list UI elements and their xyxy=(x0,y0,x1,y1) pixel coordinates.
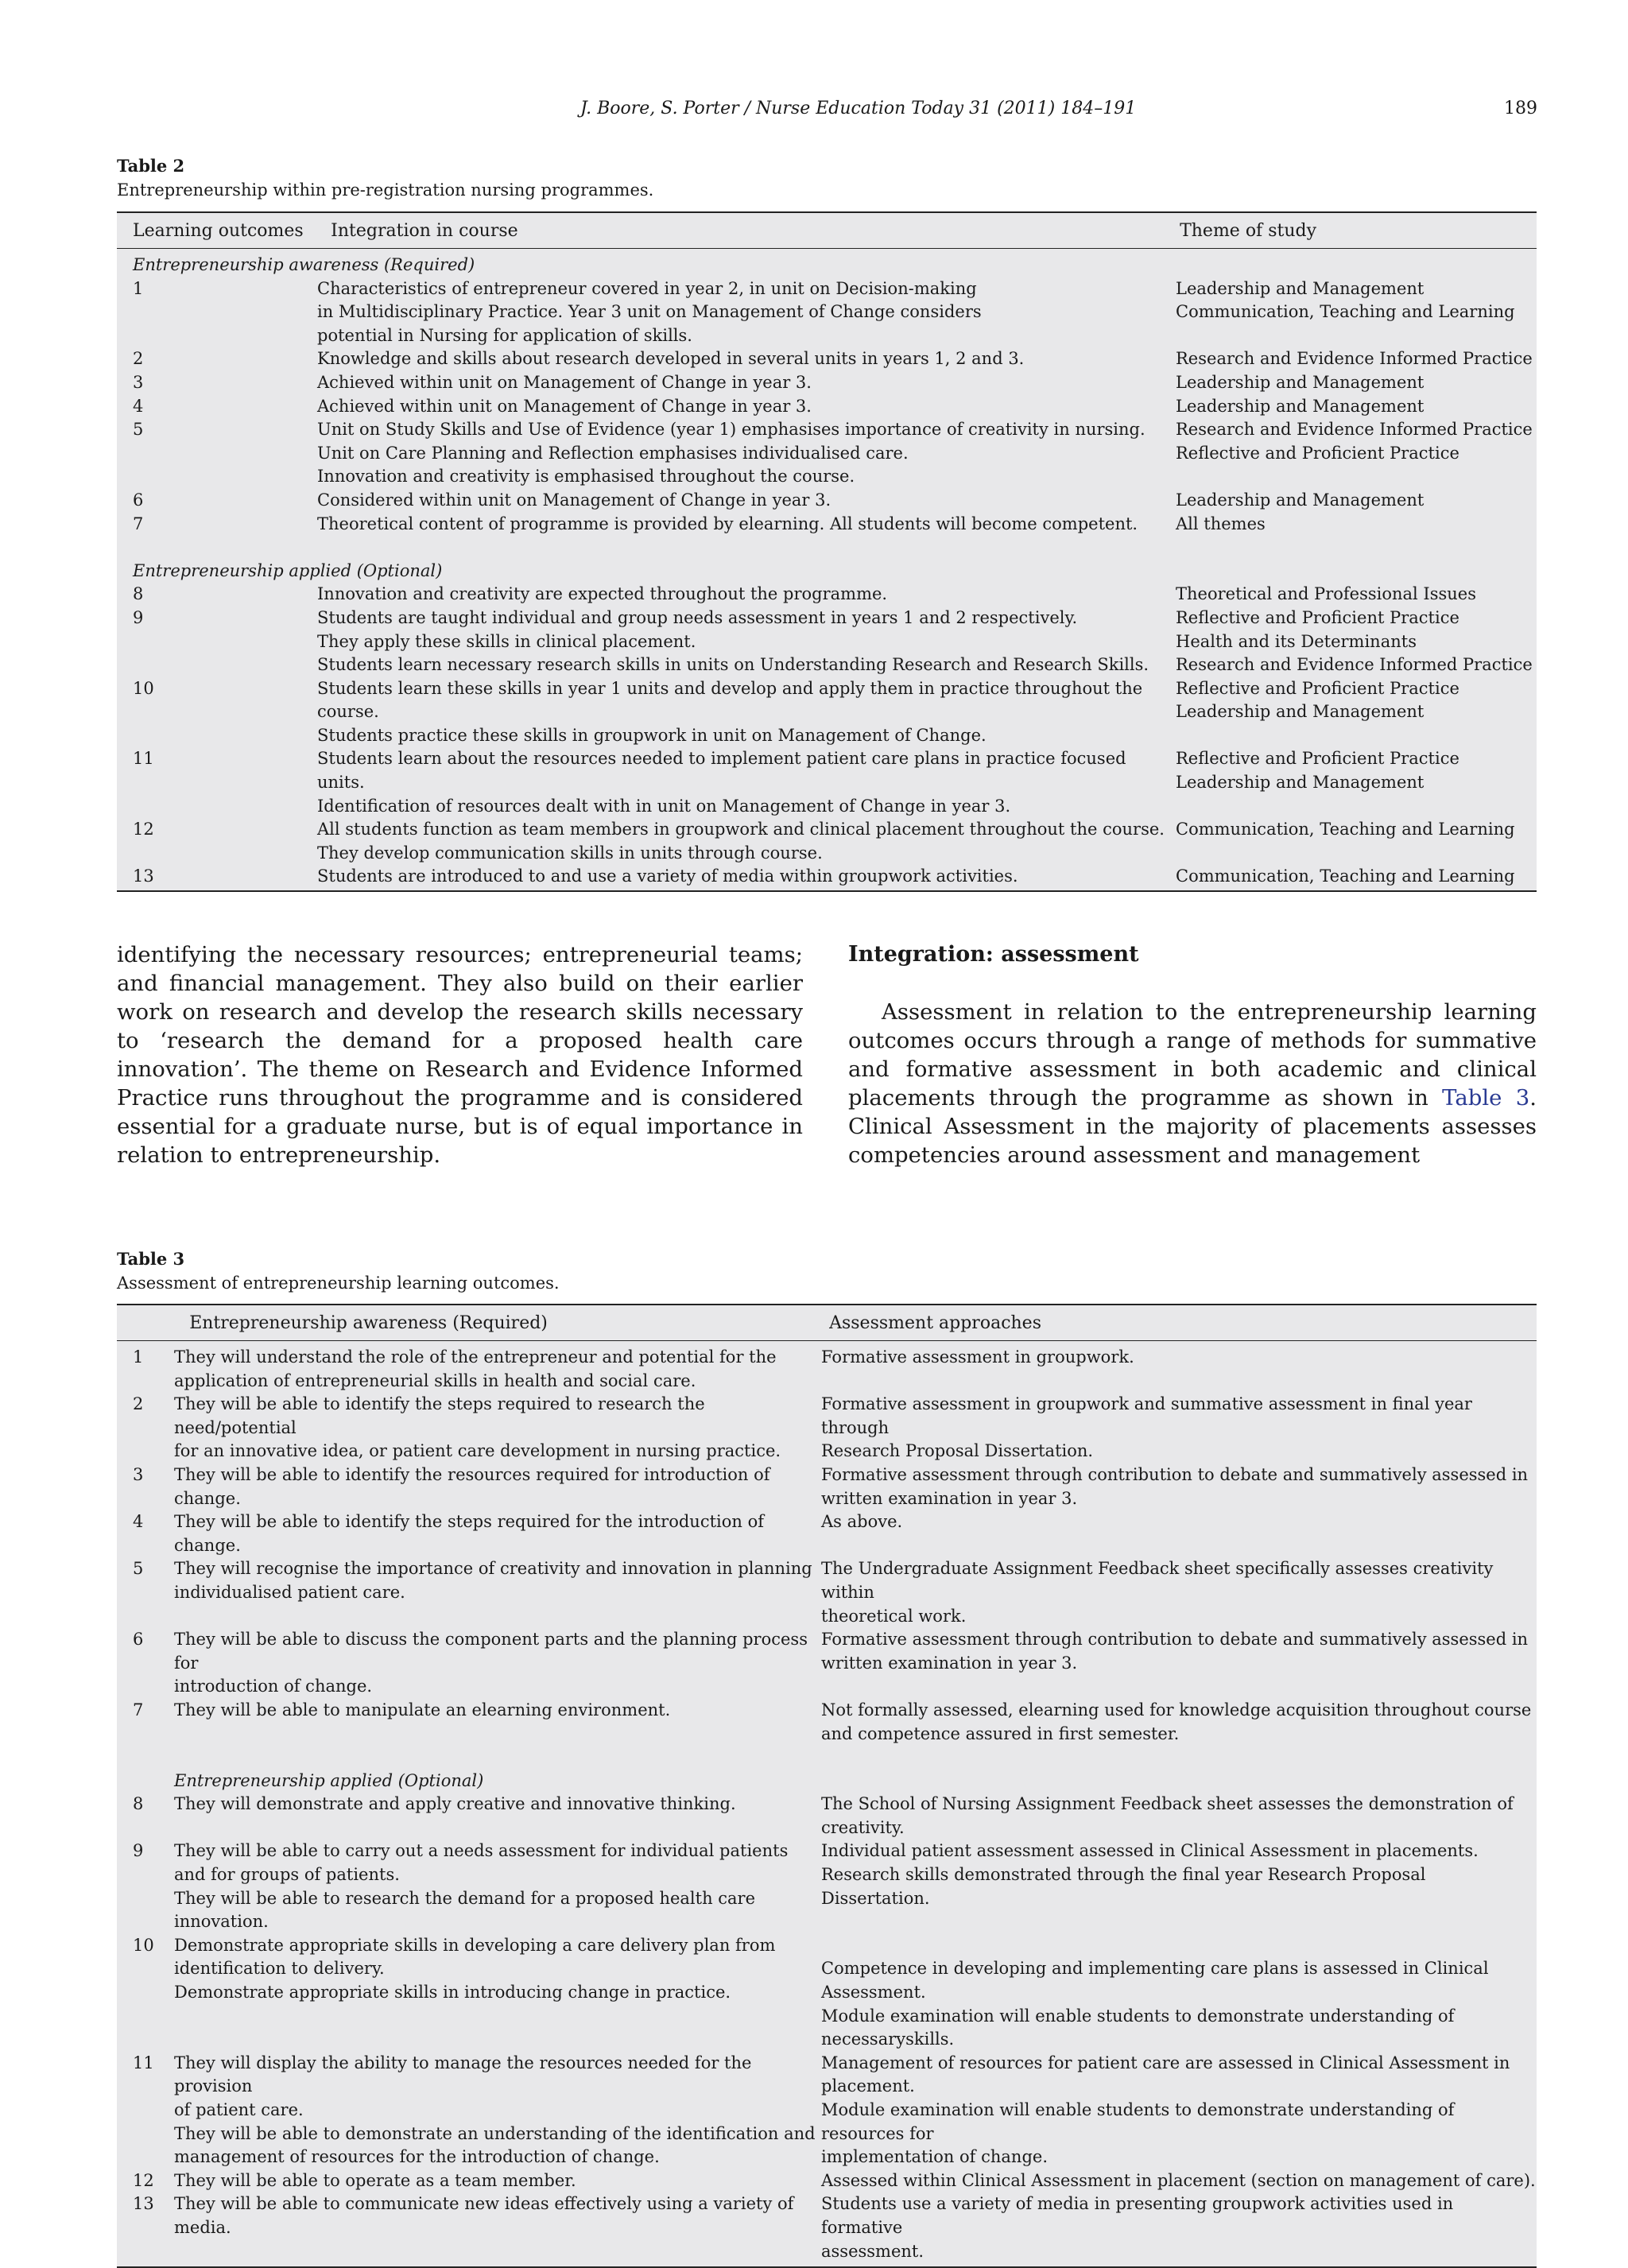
table2-row-number: 1 xyxy=(133,278,144,298)
table3-row xyxy=(117,1699,1537,1746)
cell-line: of patient care. xyxy=(174,2100,304,2119)
table3-header-row xyxy=(117,1305,1537,1341)
cell-line: Theoretical and Professional Issues xyxy=(1176,584,1476,604)
table3-cell xyxy=(821,1510,1537,1557)
table3-row xyxy=(117,1346,1537,1393)
cell-line: Competence in developing and implementing care plans is assessed in Clinical Assessment. xyxy=(821,1959,1489,2002)
table2-cell xyxy=(317,583,1176,607)
cell-line: assessment. xyxy=(821,2241,924,2261)
table2-cell xyxy=(317,513,1176,537)
table3-cell xyxy=(174,1934,821,2052)
table2-section-heading: Entrepreneurship awareness (Required) xyxy=(133,255,475,274)
cell-line: Research skills demonstrated through the final year Research Proposal Dissertation. xyxy=(821,1865,1426,1908)
cell-line: Innovation and creativity are expected throughout the programme. xyxy=(317,584,888,604)
table3-rows-optional xyxy=(117,1793,1537,2263)
page-number: 189 xyxy=(1504,99,1537,118)
cell-line: Research and Evidence Informed Practice xyxy=(1176,655,1533,675)
table3-cell xyxy=(174,1346,821,1393)
cell-line: Identification of resources dealt with in unit on Management of Change in year 3. xyxy=(317,796,1011,816)
cell-line: Reflective and Proficient Practice xyxy=(1176,443,1459,463)
cell-line: Achieved within unit on Management of Change in year 3. xyxy=(317,372,812,392)
table3-cell xyxy=(174,1557,821,1628)
table2-row-number: 8 xyxy=(133,584,144,604)
cell-line: Students learn about the resources needed to implement patient care plans in practice focused units. xyxy=(317,749,1126,793)
table3-cell xyxy=(821,2169,1537,2193)
table2-cell xyxy=(317,607,1176,677)
cell-line: Communication, Teaching and Learning xyxy=(1176,820,1515,839)
journal-citation: J. Boore, S. Porter / Nurse Education Today 31 (2011) 184–191 xyxy=(580,99,1137,118)
table2-cell xyxy=(1176,818,1537,865)
table3-row xyxy=(117,1628,1537,1699)
table3-cell xyxy=(821,1793,1537,1840)
table3-row xyxy=(117,2169,1537,2193)
table3-header-cell xyxy=(117,1313,189,1333)
table2-section-heading: Entrepreneurship applied (Optional) xyxy=(133,560,443,580)
table2-cell xyxy=(317,489,1176,513)
table3-row-number: 13 xyxy=(133,2194,154,2214)
table3-cell xyxy=(821,1840,1537,1933)
cell-line: They will be able to manipulate an elearning environment. xyxy=(174,1700,671,1719)
table2-cell xyxy=(317,395,1176,419)
table3-row-number: 2 xyxy=(133,1394,144,1414)
cell-line: As above. xyxy=(821,1512,903,1532)
cell-line: Formative assessment through contribution to debate and summatively assessed in xyxy=(821,1464,1529,1484)
table3-cell xyxy=(174,1464,821,1510)
table3-section-heading: Entrepreneurship applied (Optional) xyxy=(174,1770,484,1790)
body-text: Assessment in relation to the entrepreneurship learning outcomes occurs through a range of methods for summative and formative assessment in both academic and clinical placements through the programme as shown in xyxy=(848,999,1537,1111)
table3-cell xyxy=(174,2169,821,2193)
cell-line: Research and Evidence Informed Practice xyxy=(1176,349,1533,369)
table2-header-row xyxy=(117,213,1537,249)
cell-line: written examination in year 3. xyxy=(821,1653,1078,1673)
cell-line: individualised patient care. xyxy=(174,1582,405,1602)
cell-line: Leadership and Management xyxy=(1176,278,1424,298)
table2-row-number: 7 xyxy=(133,514,144,533)
cell-line: Communication, Teaching and Learning xyxy=(1176,302,1515,322)
cell-line: Reflective and Proficient Practice xyxy=(1176,749,1459,769)
table3-header-cell: Assessment approaches xyxy=(829,1312,1041,1333)
table2-cell xyxy=(1176,677,1537,748)
cell-line: Demonstrate appropriate skills in developing a care delivery plan from xyxy=(174,1935,776,1955)
table2-cell xyxy=(317,371,1176,395)
cell-line: Formative assessment in groupwork. xyxy=(821,1347,1134,1367)
table3-row xyxy=(117,1510,1537,1557)
cell-line: Students practice these skills in groupwork in unit on Management of Change. xyxy=(317,725,986,745)
table2-cell xyxy=(1176,865,1537,889)
table2-row xyxy=(117,818,1537,865)
cell-line: They will display the ability to manage the resources needed for the provision xyxy=(174,2053,752,2096)
table2-cell xyxy=(1176,607,1537,677)
cell-line: Health and its Determinants xyxy=(1176,631,1417,651)
table2-header-cell: Learning outcomes xyxy=(133,220,304,241)
table3-row-number: 12 xyxy=(133,2170,154,2190)
cell-line: introduction of change. xyxy=(174,1677,373,1696)
table2-row xyxy=(117,677,1537,748)
body-text: . Clinical Assessment in the majority of placements assesses competencies around assessment and management xyxy=(848,1085,1537,1168)
cell-line: in Multidisciplinary Practice. Year 3 unit on Management of Change considers xyxy=(317,302,982,322)
cell-line: Knowledge and skills about research developed in several units in years 1, 2 and 3. xyxy=(317,349,1025,369)
table2-row-number: 12 xyxy=(133,820,154,839)
table3-cell xyxy=(174,1393,821,1464)
cell-line: Characteristics of entrepreneur covered in year 2, in unit on Decision-making xyxy=(317,278,977,298)
cell-line: Achieved within unit on Management of Change in year 3. xyxy=(317,396,812,416)
table3-row-number: 1 xyxy=(133,1347,144,1367)
cell-line: application of entrepreneurial skills in health and social care. xyxy=(174,1370,696,1390)
table3-row-number: 7 xyxy=(133,1700,144,1719)
cell-line: Students learn necessary research skills in units on Understanding Research and Research Skills. xyxy=(317,655,1149,675)
table2-row xyxy=(117,513,1537,537)
cell-line: They will be able to identify the steps required to research the need/potential xyxy=(174,1394,705,1437)
table2-row-number: 13 xyxy=(133,866,154,886)
table3-section-row xyxy=(117,1770,1537,1793)
cell-line: They will recognise the importance of creativity and innovation in planning xyxy=(174,1559,812,1579)
table3 xyxy=(117,1304,1537,2268)
table3-row xyxy=(117,1840,1537,1933)
cell-line: All themes xyxy=(1176,514,1266,533)
table3-row xyxy=(117,1464,1537,1510)
table2-row xyxy=(117,371,1537,395)
table3-row xyxy=(117,1557,1537,1628)
table2-cell xyxy=(1176,583,1537,607)
cell-line: identification to delivery. xyxy=(174,1959,385,1979)
table3-cell xyxy=(821,1557,1537,1628)
table2-cell xyxy=(1176,371,1537,395)
cell-line: Module examination will enable students to demonstrate understanding of resources for xyxy=(821,2100,1455,2143)
table2-cell xyxy=(1176,489,1537,513)
table3-row-number: 5 xyxy=(133,1559,144,1579)
cell-line: Unit on Study Skills and Use of Evidence (year 1) emphasises importance of creativity in nursing. xyxy=(317,420,1145,440)
body-column-left xyxy=(117,940,803,1169)
table3-rows-required xyxy=(117,1346,1537,1746)
table3-row xyxy=(117,2192,1537,2263)
table3-cell xyxy=(821,2192,1537,2263)
body-column-right xyxy=(848,940,1537,1169)
table3-row-number: 3 xyxy=(133,1464,144,1484)
cell-line: Management of resources for patient care are assessed in Clinical Assessment in placement. xyxy=(821,2053,1510,2096)
table3-row-number: 4 xyxy=(133,1512,144,1532)
cell-line: implementation of change. xyxy=(821,2147,1049,2167)
section-heading: Integration: assessment xyxy=(848,942,1139,967)
table2-cell xyxy=(317,418,1176,489)
table2-cell xyxy=(1176,347,1537,371)
cell-line: written examination in year 3. xyxy=(821,1488,1078,1508)
cell-line: Leadership and Management xyxy=(1176,773,1424,793)
table3-row xyxy=(117,2052,1537,2169)
table3-cell xyxy=(174,1628,821,1699)
cell-line: Not formally assessed, elearning used for knowledge acquisition throughout course xyxy=(821,1700,1532,1719)
table3-cell xyxy=(174,1793,821,1840)
table3-caption-block xyxy=(117,1247,560,1295)
cell-line: and competence assured in first semester. xyxy=(821,1723,1180,1743)
table3-cell xyxy=(174,1840,821,1933)
cell-line: Leadership and Management xyxy=(1176,396,1424,416)
body-paragraph xyxy=(848,998,1537,1169)
cell-line: for an innovative idea, or patient care development in nursing practice. xyxy=(174,1441,781,1461)
cell-line: The School of Nursing Assignment Feedback sheet assesses the demonstration of creativity. xyxy=(821,1794,1514,1837)
table3-cell xyxy=(174,2192,821,2263)
cell-line: Formative assessment through contribution to debate and summatively assessed in xyxy=(821,1630,1529,1650)
cell-line: They will understand the role of the entrepreneur and potential for the xyxy=(174,1347,777,1367)
table2-rows-optional xyxy=(117,583,1537,889)
cell-line: All students function as team members in groupwork and clinical placement throughout the course. xyxy=(317,820,1165,839)
table2-cell xyxy=(1176,395,1537,419)
table3-reference-link[interactable]: Table 3 xyxy=(1442,1085,1530,1111)
table3-cell xyxy=(821,1934,1537,2052)
cell-line: Reflective and Proficient Practice xyxy=(1176,607,1459,627)
table2-row-number: 5 xyxy=(133,420,144,440)
cell-line: Students are taught individual and group needs assessment in years 1 and 2 respectively. xyxy=(317,607,1078,627)
table2-cell xyxy=(1176,747,1537,818)
cell-line: Individual patient assessment assessed in Clinical Assessment in placements. xyxy=(821,1841,1479,1861)
cell-line: theoretical work. xyxy=(821,1606,967,1626)
table3-cell xyxy=(821,1464,1537,1510)
table2-row xyxy=(117,489,1537,513)
table2-row xyxy=(117,607,1537,677)
table2-cell xyxy=(317,277,1176,348)
table2-cell xyxy=(317,677,1176,748)
table2-row-number: 2 xyxy=(133,349,144,369)
table2-row-number: 10 xyxy=(133,678,154,698)
table3-cell xyxy=(821,2052,1537,2169)
table2-header-cell: Integration in course xyxy=(331,220,518,241)
cell-line: They will be able to carry out a needs assessment for individual patients xyxy=(174,1841,789,1861)
table3-cell xyxy=(821,1346,1537,1393)
table3-label: Table 3 xyxy=(117,1249,185,1269)
table2-cell xyxy=(1176,277,1537,348)
table2 xyxy=(117,211,1537,892)
table2-row xyxy=(117,395,1537,419)
cell-line: Innovation and creativity is emphasised throughout the course. xyxy=(317,467,855,487)
table2-row-number: 3 xyxy=(133,372,144,392)
cell-line: Assessed within Clinical Assessment in placement (section on management of care). xyxy=(821,2170,1536,2190)
table3-row xyxy=(117,1393,1537,1464)
cell-line: potential in Nursing for application of skills. xyxy=(317,325,692,345)
table3-body xyxy=(117,1341,1537,2266)
cell-line: and for groups of patients. xyxy=(174,1865,400,1885)
cell-line: They will demonstrate and apply creative and innovative thinking. xyxy=(174,1794,736,1814)
cell-line: Reflective and Proficient Practice xyxy=(1176,678,1459,698)
cell-line: They will be able to communicate new ideas effectively using a variety of media. xyxy=(174,2194,794,2237)
table2-caption-block xyxy=(117,154,653,202)
table2-row xyxy=(117,583,1537,607)
cell-line: They will be able to identify the steps required for the introduction of change. xyxy=(174,1512,765,1555)
table2-header-cell: Theme of study xyxy=(1180,220,1317,241)
cell-line: Unit on Care Planning and Reflection emphasises individualised care. xyxy=(317,443,909,463)
cell-line: Research Proposal Dissertation. xyxy=(821,1441,1094,1461)
table2-row-number: 9 xyxy=(133,607,144,627)
cell-line: Demonstrate appropriate skills in introducing change in practice. xyxy=(174,1983,731,2002)
table3-row xyxy=(117,1934,1537,2052)
table3-cell xyxy=(174,1699,821,1746)
table2-row-number: 11 xyxy=(133,749,154,769)
cell-line: The Undergraduate Assignment Feedback sheet specifically assesses creativity within xyxy=(821,1559,1494,1602)
table2-row xyxy=(117,865,1537,889)
table3-row-number: 6 xyxy=(133,1630,144,1650)
table3-cell xyxy=(821,1699,1537,1746)
table2-row xyxy=(117,747,1537,818)
cell-line xyxy=(821,1934,1537,1958)
cell-line: They apply these skills in clinical placement. xyxy=(317,631,696,651)
table2-row-number: 6 xyxy=(133,490,144,510)
cell-line: They develop communication skills in units through course. xyxy=(317,843,823,863)
table3-row-number: 8 xyxy=(133,1794,144,1814)
cell-line: Students use a variety of media in presenting groupwork activities used in formative xyxy=(821,2194,1454,2237)
table2-label: Table 2 xyxy=(117,156,185,176)
cell-line: Theoretical content of programme is provided by elearning. All students will become competent. xyxy=(317,514,1138,533)
table2-cell xyxy=(317,747,1176,818)
cell-line: Students are introduced to and use a variety of media within groupwork activities. xyxy=(317,866,1018,886)
cell-line: Considered within unit on Management of Change in year 3. xyxy=(317,490,831,510)
table2-row xyxy=(117,277,1537,348)
table3-header-cell: Entrepreneurship awareness (Required) xyxy=(189,1312,548,1333)
table3-row xyxy=(117,1793,1537,1840)
table2-cell xyxy=(317,865,1176,889)
table3-row-number: 9 xyxy=(133,1841,144,1861)
table2-cell xyxy=(317,347,1176,371)
table3-row-number: 11 xyxy=(133,2053,154,2072)
table3-caption: Assessment of entrepreneurship learning outcomes. xyxy=(117,1274,560,1293)
cell-line: Research and Evidence Informed Practice xyxy=(1176,420,1533,440)
table2-row-number: 4 xyxy=(133,396,144,416)
table3-cell xyxy=(174,1510,821,1557)
cell-line: Module examination will enable students to demonstrate understanding of necessaryskills. xyxy=(821,2006,1455,2049)
cell-line: Communication, Teaching and Learning xyxy=(1176,866,1515,886)
table3-cell xyxy=(174,2052,821,2169)
cell-line: Formative assessment in groupwork and summative assessment in final year through xyxy=(821,1394,1472,1437)
table3-row-number: 10 xyxy=(133,1935,154,1955)
cell-line: Students learn these skills in year 1 units and develop and apply them in practice throughout the course. xyxy=(317,678,1143,722)
cell-line: Leadership and Management xyxy=(1176,490,1424,510)
table2-row xyxy=(117,347,1537,371)
cell-line: They will be able to research the demand for a proposed health care innovation. xyxy=(174,1888,756,1932)
table2-caption: Entrepreneurship within pre-registration nursing programmes. xyxy=(117,180,654,200)
table2-row xyxy=(117,418,1537,489)
table2-body xyxy=(117,249,1537,890)
cell-line: They will be able to demonstrate an understanding of the identification and xyxy=(174,2123,816,2143)
table2-rows-required xyxy=(117,277,1537,537)
cell-line: Leadership and Management xyxy=(1176,372,1424,392)
table2-cell xyxy=(1176,513,1537,537)
cell-line: They will be able to discuss the component parts and the planning process for xyxy=(174,1630,808,1673)
cell-line: They will be able to identify the resources required for introduction of change. xyxy=(174,1464,770,1508)
table3-cell xyxy=(821,1628,1537,1699)
cell-line: They will be able to operate as a team member. xyxy=(174,2170,576,2190)
body-paragraph: identifying the necessary resources; entrepreneurial teams; and financial management. They also build on their earlier work on research and develop the research skills necessary to ‘research the demand for a proposed health care innovation’. The theme on Research and Evidence Informed Practice runs throughout the programme and is considered essential for a graduate nurse, but is of equal importance in relation to entrepreneurship. xyxy=(117,942,803,1168)
table2-cell xyxy=(1176,418,1537,489)
cell-line: Leadership and Management xyxy=(1176,702,1424,722)
table2-cell xyxy=(317,818,1176,865)
table3-cell xyxy=(821,1393,1537,1464)
cell-line: management of resources for the introduction of change. xyxy=(174,2147,660,2167)
